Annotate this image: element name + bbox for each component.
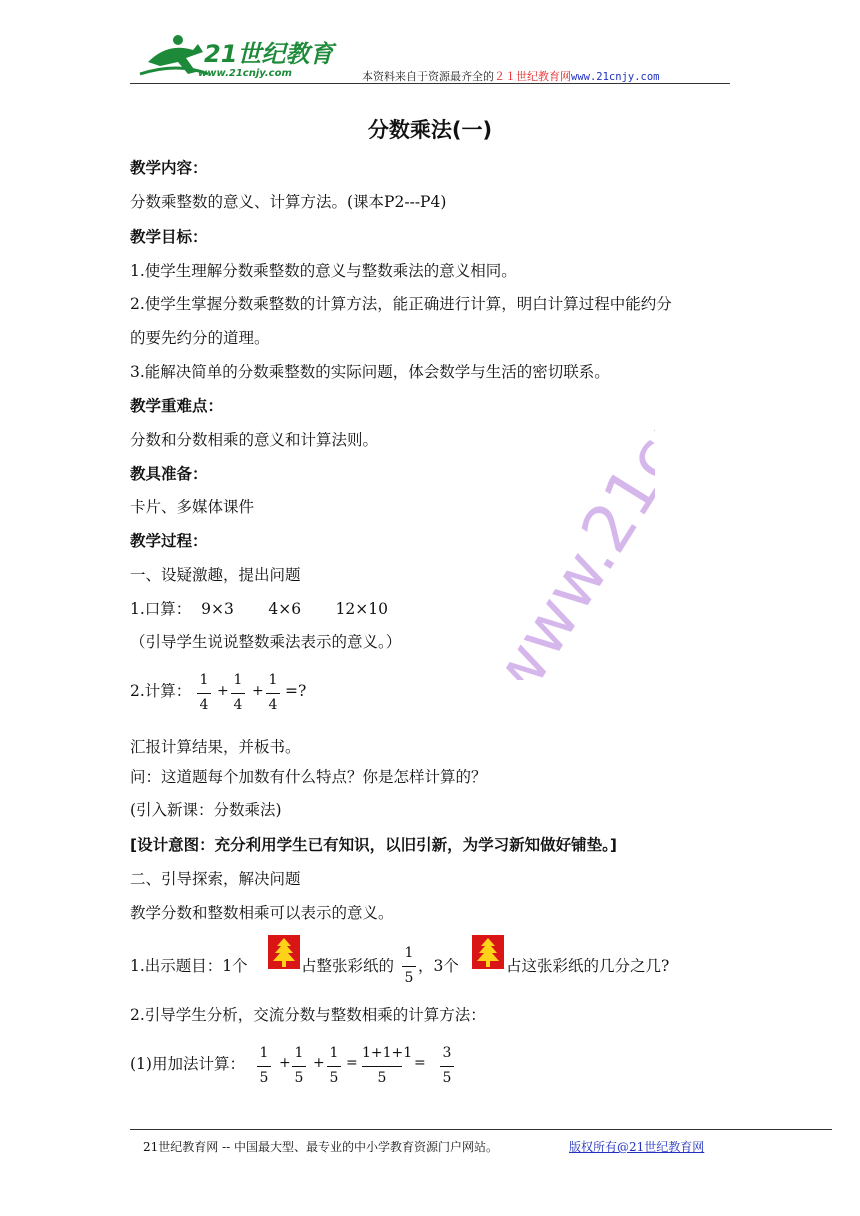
- header-divider: [130, 83, 730, 84]
- header-site-name[interactable]: ２１世纪教育网: [494, 70, 571, 83]
- header-url[interactable]: www.21cnjy.com: [571, 71, 660, 83]
- heading-goals: 教学目标：: [130, 228, 208, 246]
- svg-text:21世纪教育: 21世纪教育: [204, 40, 334, 68]
- text-line: （引导学生说说整数乘法表示的意义。）: [130, 633, 402, 651]
- heading-keypoints: 教学重难点：: [130, 397, 224, 415]
- site-logo: [138, 32, 338, 82]
- equals-sign: =: [414, 1055, 426, 1071]
- text-line: 二、引导探索，解决问题: [130, 870, 301, 888]
- text-line: (引入新课：分数乘法): [130, 801, 282, 819]
- plus-sign: +: [217, 683, 229, 699]
- heading-process: 教学过程：: [130, 532, 208, 550]
- text-line: 占整张彩纸的: [301, 957, 395, 975]
- text-line: 卡片、多媒体课件: [130, 498, 255, 516]
- footer-text: 21世纪教育网 -- 中国最大型、最专业的中小学教育资源门户网站。: [143, 1140, 499, 1154]
- fraction: $\frac{1}{5}$: [327, 1045, 341, 1086]
- text-line: 汇报计算结果，并板书。: [130, 738, 301, 756]
- fraction: $\frac{1}{5}$: [257, 1045, 271, 1086]
- tree-card-icon: [268, 935, 300, 969]
- footer-divider: [130, 1129, 832, 1130]
- text-line: 分数和分数相乘的意义和计算法则。: [130, 431, 379, 449]
- text-line: 1.出示题目：1个: [130, 957, 248, 975]
- fraction: $\frac{1+1+1}{5}$: [362, 1045, 413, 1086]
- text-line: 1.使学生理解分数乘整数的意义与整数乘法的意义相同。: [130, 262, 517, 280]
- text-line: 的要先约分的道理。: [130, 329, 270, 347]
- text-line: =?: [285, 682, 307, 700]
- text-line: 分数乘整数的意义、计算方法。(课本P2---P4): [130, 193, 447, 211]
- svg-text:www.21cnjy.com: www.21cnjy.com: [198, 68, 292, 79]
- footer-copyright-link[interactable]: 版权所有@21世纪教育网: [569, 1140, 705, 1154]
- text-line: (1)用加法计算：: [130, 1055, 245, 1073]
- plus-sign: +: [313, 1055, 325, 1071]
- header-source-note: 本资料来自于资源最齐全的２１世纪教育网www.21cnjy.com: [362, 70, 660, 83]
- fraction: $\frac{1}{5}$: [292, 1045, 306, 1086]
- plus-sign: +: [279, 1055, 291, 1071]
- text-line: 2.使学生掌握分数乘整数的计算方法，能正确进行计算，明白计算过程中能约分: [130, 295, 672, 313]
- fraction: $\frac{1}{5}$: [402, 945, 416, 986]
- text-line: 2.引导学生分析，交流分数与整数相乘的计算方法：: [130, 1006, 486, 1024]
- plus-sign: +: [252, 683, 264, 699]
- text-line: 问：这道题每个加数有什么特点？你是怎样计算的？: [130, 768, 487, 786]
- heading-content: 教学内容：: [130, 159, 208, 177]
- svg-text:www.21cnjy.com: www.21cnjy.com: [472, 380, 655, 680]
- fraction: $\frac{1}{4}$: [266, 672, 280, 713]
- text-line: 教学分数和整数相乘可以表示的意义。: [130, 904, 394, 922]
- fraction: $\frac{3}{5}$: [440, 1045, 454, 1086]
- text-line: 占这张彩纸的几分之几?: [506, 957, 670, 975]
- text-line: 一、设疑激趣，提出问题: [130, 566, 301, 584]
- fraction: $\frac{1}{4}$: [231, 672, 245, 713]
- text-line: ，3个: [418, 957, 459, 975]
- design-intent: [设计意图：充分利用学生已有知识，以旧引新，为学习新知做好铺垫。]: [130, 836, 617, 854]
- text-line: 2.计算：: [130, 682, 192, 700]
- equals-sign: =: [346, 1055, 358, 1071]
- heading-materials: 教具准备：: [130, 465, 208, 483]
- fraction: $\frac{1}{4}$: [197, 672, 211, 713]
- text-line: 3.能解决简单的分数乘整数的实际问题，体会数学与生活的密切联系。: [130, 363, 610, 381]
- page-title: 分数乘法(一): [367, 118, 493, 142]
- text-line: 1.口算： 9×3 4×6 12×10: [130, 600, 388, 618]
- tree-card-icon: [472, 935, 504, 969]
